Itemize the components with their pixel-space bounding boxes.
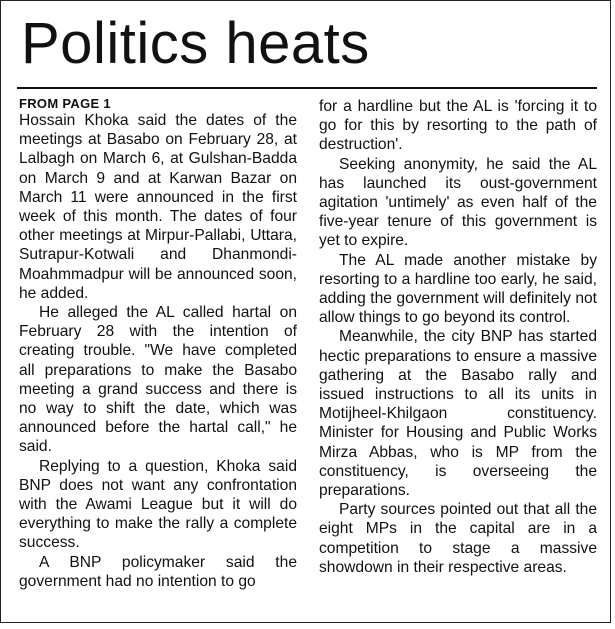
right-column bbox=[319, 97, 597, 577]
paragraph: He alleged the AL called hartal on February 28 with the intention of creating trouble. "We have completed all preparations to make the Basabo meeting a grand success and there is no way to shift the date, which was announced before the hartal call," he said. bbox=[19, 304, 297, 456]
kicker: FROM PAGE 1 bbox=[19, 96, 111, 111]
headline-rule bbox=[17, 87, 597, 89]
paragraph: A BNP policymaker said the government had no intention to go bbox=[19, 553, 297, 590]
paragraph: Party sources pointed out that all the eight MPs in the capital are in a competition to stage a massive showdown in their respective areas. bbox=[319, 501, 597, 576]
paragraph: Meanwhile, the city BNP has started hectic preparations to ensure a massive gathering at the Basabo rally and issued instructions to all its units in Motijheel-Khilgaon constituency. Minister for Housing and Public Works Mirza Abbas, who is MP from the constituency, is overseeing the preparations. bbox=[319, 328, 597, 500]
paragraph: Seeking anonymity, he said the AL has launched its oust-government agitation 'untimely' as even half of the five-year tenure of this government is yet to expire. bbox=[319, 155, 597, 250]
paragraph: The AL made another mistake by resorting to a hardline too early, he said, adding the government will definitely not allow things to go beyond its control. bbox=[319, 251, 597, 327]
headline: Politics heats bbox=[21, 11, 370, 76]
paragraph: Replying to a question, Khoka said BNP does not want any confrontation with the Awami League but it will do everything to make the rally a complete success. bbox=[19, 457, 297, 552]
left-column bbox=[19, 97, 297, 591]
paragraph: Hossain Khoka said the dates of the meetings at Basabo on February 28, at Lalbagh on March 6, at Gulshan-Badda on March 9 and at Karwan Bazar on March 11 were announced in the first week of this month. The dates of four other meetings at Mirpur-Pallabi, Uttara, Sutrapur-Kotwali and Dhanmondi-Moahmmadpur will be announced soon, he added. bbox=[19, 112, 297, 302]
paragraph: for a hardline but the AL is 'forcing it to go for this by resorting to the path of destruction'. bbox=[319, 98, 597, 154]
